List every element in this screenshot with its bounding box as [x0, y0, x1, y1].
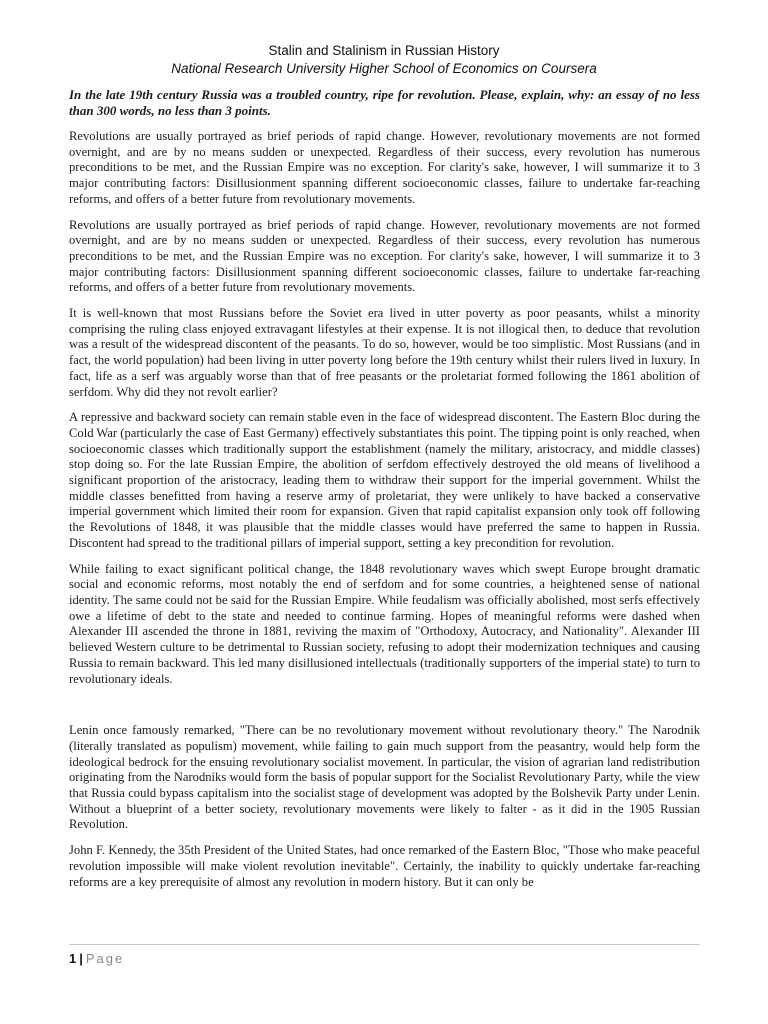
document-title: Stalin and Stalinism in Russian History [268, 43, 500, 58]
document-header [0, 42, 768, 78]
page-label: Page [85, 951, 125, 966]
essay-paragraph-1: Revolutions are usually portrayed as brief periods of rapid change. However, revolutionary movements are not formed overnight, and are by no means sudden or unexpected. Regardless of their success, every revolution has numerous preconditions to be met, and the Russian Empire was no exception. For clarity's sake, however, I will summarize it to 3 major contributing factors: Disillusionment spanning different socioeconomic classes, failure to undertake far-reaching reforms, and offers of a better future from revolutionary movements. [69, 129, 700, 206]
essay-body [69, 87, 700, 900]
essay-paragraph-3: It is well-known that most Russians before the Soviet era lived in utter poverty as poor peasants, whilst a minority comprising the ruling class enjoyed extravagant lifestyles at their expense. It is not illogical then, to deduce that revolution was a result of the widespread discontent of the peasants. To do so, however, would be too simplistic. Most Russians (and in fact, the world population) had been living in utter poverty long before the 19th century whilst their rulers lived in luxury. In fact, life as a serf was arguably worse than that of free peasants or the proletariat formed following the 1861 abolition of serfdom. Why did they not revolt earlier? [69, 306, 700, 399]
essay-paragraph-5: While failing to exact significant political change, the 1848 revolutionary waves which swept Europe brought dramatic social and economic reforms, most notably the end of serfdom and for some countries, a heightened sense of national identity. The same could not be said for the Russian Empire. While feudalism was officially abolished, most serfs effectively owe a lifetime of debt to the state and needed to continue farming. Hopes of meaningful reforms were dashed when Alexander III ascended the throne in 1881, reviving the maxim of "Orthodoxy, Autocracy, and Nationality". Alexander III believed Western culture to be detrimental to Russian society, refusing to adopt their modernization techniques and causing Russia to remain backward. This led many disillusioned intellectuals (traditionally supporters of the imperial state) to turn to revolutionary ideals. [69, 561, 700, 686]
essay-paragraph-7: John F. Kennedy, the 35th President of the United States, had once remarked of the Eastern Bloc, "Those who make peaceful revolution impossible will make violent revolution inevitable". Certainly, the inability to quickly undertake far-reaching reforms are a key prerequisite of almost any revolution in modern history. But it can only be [69, 843, 700, 889]
page-number: 1 [69, 951, 77, 966]
page-footer [69, 944, 700, 966]
essay-prompt: In the late 19th century Russia was a troubled country, ripe for revolution. Please, explain, why: an essay of no less than 300 words, no less than 3 points. [69, 87, 700, 118]
document-subtitle: National Research University Higher School of Economics on Coursera [171, 61, 597, 76]
essay-paragraph-2: Revolutions are usually portrayed as brief periods of rapid change. However, revolutionary movements are not formed overnight, and are by no means sudden or unexpected. Regardless of their success, every revolution has numerous preconditions to be met, and the Russian Empire was no exception. For clarity's sake, however, I will summarize it to 3 major contributing factors: Disillusionment spanning different socioeconomic classes, failure to undertake far-reaching reforms, and offers of a better future from revolutionary movements. [69, 217, 700, 295]
essay-paragraph-6: Lenin once famously remarked, "There can be no revolutionary movement without revolutionary theory." The Narodnik (literally translated as populism) movement, while failing to gain much support from the peasantry, would help form the ideological bedrock for the ensuing revolutionary socialist movement. In particular, the vision of agrarian land redistribution originating from the Narodniks would form the basis of popular support for the Socialist Revolutionary Party, while the view that Russia could bypass capitalism into the socialist stage of development was adopted by the Bolshevik Party under Lenin. Without a blueprint of a better society, revolutionary movements were likely to falter - as it did in the 1905 Russian Revolution. [69, 723, 700, 832]
essay-paragraph-4: A repressive and backward society can remain stable even in the face of widespread discontent. The Eastern Bloc during the Cold War (particularly the case of East Germany) effectively substantiates this point. The tipping point is only reached, when socioeconomic classes which traditionally support the establishment (namely the military, aristocracy, and middle classes) stop doing so. For the late Russian Empire, the abolition of serfdom effectively destroyed the old means of livelihood a significant proportion of the aristocracy, leading them to withdraw their support for the imperial government. Whilst the middle classes benefitted from having a reserve army of proletariat, they were unlikely to have backed a conservative imperial government which limited their room for expansion. Given that rapid capitalist expansion only took off following the Revolutions of 1848, it was plausible that the middle classes would have preferred the same to happen in Russia. Discontent had spread to the traditional pillars of imperial support, setting a key precondition for revolution. [69, 410, 700, 550]
page-separator: | [79, 951, 83, 966]
